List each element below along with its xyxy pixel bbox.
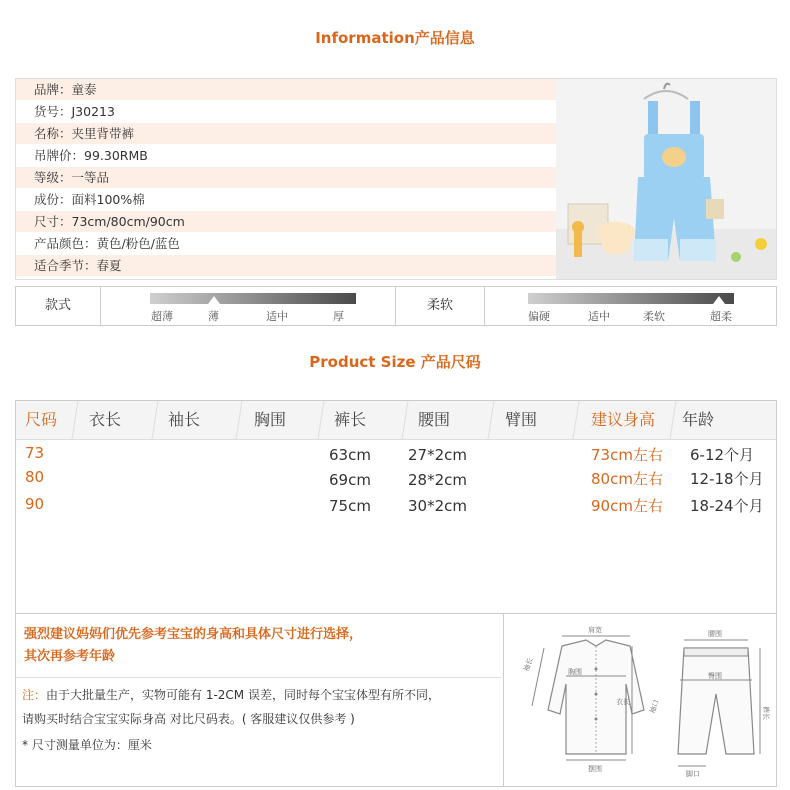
row-3-waist: 30*2cm — [408, 497, 467, 515]
note-headline-line-1: 强烈建议妈妈们优先参考宝宝的身高和具体尺寸进行选择， — [24, 627, 363, 642]
style-bar-label: 款式 — [44, 298, 71, 313]
diagram-label-waist: 腰围 — [708, 630, 722, 638]
diagram-label-sleeve: 袖长 — [522, 656, 535, 673]
diagram-label-pants-length: 裤长 — [762, 706, 770, 720]
divider — [16, 677, 501, 678]
soft-bar-label: 柔软 — [426, 298, 453, 313]
diagram-label-hem: 摆围 — [588, 765, 602, 773]
soft-tick-3: 柔软 — [643, 310, 665, 323]
diagram-label-chest: 胸围 — [568, 668, 582, 676]
product-info-panel — [15, 78, 777, 280]
header-chest: 胸围 — [254, 410, 287, 429]
row-1-height: 73cm左右 — [591, 446, 663, 464]
info-row-season: 适合季节：春夏 — [16, 255, 556, 277]
row-3-age: 18-24个月 — [690, 497, 764, 515]
row-2-height: 80cm左右 — [591, 470, 663, 488]
info-row-grade: 等级：一等品 — [16, 167, 556, 189]
size-note-panel — [15, 613, 777, 787]
size-section-title: Product Size 产品尺码 — [309, 353, 481, 371]
header-pants-length: 裤长 — [334, 410, 367, 429]
style-tick-4: 厚 — [333, 310, 344, 323]
row-1-age: 6-12个月 — [690, 446, 755, 464]
row-2-pants-length: 69cm — [329, 471, 371, 489]
size-table — [15, 400, 777, 614]
header-age: 年龄 — [682, 410, 715, 429]
soft-gradient-bar — [528, 293, 734, 304]
header-waist: 腰围 — [418, 410, 451, 429]
soft-tick-4: 超柔 — [710, 310, 732, 323]
note-line-3: * 尺寸测量单位为：厘米 — [22, 738, 152, 752]
style-tick-3: 适中 — [266, 310, 288, 323]
info-row-brand: 品牌：童泰 — [16, 79, 556, 101]
header-arm: 臂围 — [505, 410, 538, 429]
row-1-size: 73 — [25, 444, 45, 462]
product-info-list — [16, 79, 556, 279]
header-height: 建议身高 — [591, 410, 656, 429]
info-section-title: Information产品信息 — [315, 29, 475, 47]
note-line-1 — [22, 686, 440, 703]
header-length: 衣长 — [89, 410, 122, 429]
soft-tick-1: 偏硬 — [528, 310, 550, 323]
row-3-pants-length: 75cm — [329, 497, 371, 515]
diagram-label-hip: 臀围 — [708, 672, 722, 680]
info-row-price: 吊牌价：99.30RMB — [16, 145, 556, 167]
info-row-material: 成份：面料100%棉 — [16, 189, 556, 211]
note-line-1-text: 由于大批量生产，实物可能有 1-2CM 误差，同时每个宝宝体型有所不同， — [46, 688, 440, 702]
note-text-area — [16, 614, 501, 786]
soft-pointer-icon — [713, 296, 725, 304]
row-1-pants-length: 63cm — [329, 446, 371, 464]
row-3-height: 90cm左右 — [591, 497, 663, 515]
row-3-size: 90 — [25, 495, 45, 513]
diagram-label-cuff: 袖口 — [648, 698, 661, 715]
note-headline — [24, 624, 494, 674]
divider — [484, 287, 485, 325]
info-row-name: 名称：夹里背带裤 — [16, 123, 556, 145]
note-headline-line-2: 其次再参考年龄 — [24, 649, 116, 664]
style-tick-1: 超薄 — [151, 310, 173, 323]
info-row-size: 尺寸：73cm/80cm/90cm — [16, 211, 556, 233]
style-tick-2: 薄 — [208, 310, 219, 323]
row-1-waist: 27*2cm — [408, 446, 467, 464]
info-row-color: 产品颜色：黄色/粉色/蓝色 — [16, 233, 556, 255]
measurement-diagram — [503, 614, 777, 786]
row-2-size: 80 — [25, 468, 45, 486]
product-photo — [556, 79, 776, 279]
soft-tick-2: 适中 — [588, 310, 610, 323]
style-gradient-bar — [150, 293, 356, 304]
row-2-age: 12-18个月 — [690, 470, 764, 488]
note-prefix: 注： — [22, 688, 47, 702]
header-separators — [16, 401, 776, 439]
attribute-bars — [15, 286, 777, 326]
overalls-illustration — [556, 79, 776, 279]
header-size: 尺码 — [25, 410, 58, 429]
row-2-waist: 28*2cm — [408, 471, 467, 489]
note-line-2: 请购买时结合宝宝实际身高 对比尺码表。( 客服建议仅供参考 ) — [22, 712, 355, 726]
diagram-label-leg-opening: 脚口 — [686, 770, 700, 778]
info-row-sku: 货号：J30213 — [16, 101, 556, 123]
diagram-label-length: 衣长 — [616, 698, 630, 706]
size-table-header — [16, 401, 776, 440]
header-sleeve: 袖长 — [168, 410, 201, 429]
style-pointer-icon — [208, 296, 220, 304]
diagram-label-shoulder: 肩宽 — [588, 626, 602, 634]
measurement-diagram-svg — [504, 614, 777, 786]
divider — [100, 287, 101, 325]
